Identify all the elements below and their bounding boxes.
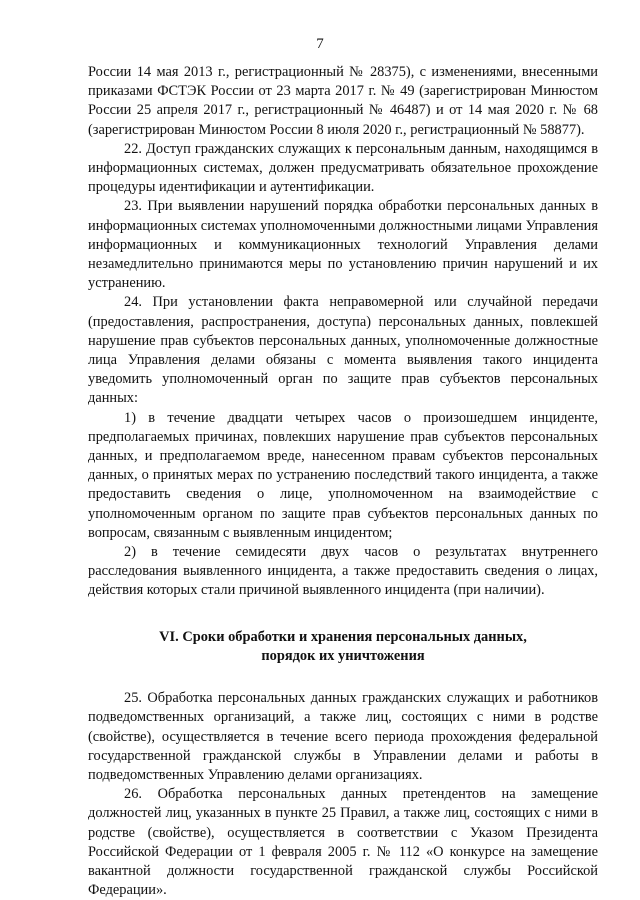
paragraph-26: 26. Обработка персональных данных претендентов на замещение должностей лиц, указанных в пункте 25 Правил, а также лиц, состоящих с ними в родстве (свойстве), осуществляется в соответствии с Указом Президента Российской Федерации от 1 февраля 2005 г. № 112 «О конкурсе на замещение вакантной должности государственной гражданской службы Российской Федерации».	[88, 786, 598, 899]
document-body	[88, 63, 598, 900]
paragraph-25: 25. Обработка персональных данных гражданских служащих и работников подведомственных организаций, а также лиц, состоящих с ними в родстве (свойстве), осуществляется в течение всего периода прохождения федеральной государственной гражданской службы в Управлении делами и работы в подведомственных Управлению делами организациях.	[88, 690, 598, 783]
section-heading-line-2: порядок их уничтожения	[261, 647, 425, 664]
page-number: 7	[316, 36, 324, 52]
section-heading-line-1: VI. Сроки обработки и хранения персональных данных,	[159, 628, 527, 645]
paragraph-24: 24. При установлении факта неправомерной или случайной передачи (предоставления, распространения, доступа) персональных данных, повлекшей нарушение прав субъектов персональных данных, уполномоченные должностные лица Управления делами обязаны с момента выявления такого инцидента уведомить уполномоченный орган по защите прав субъектов персональных данных:	[88, 294, 598, 407]
paragraph-23: 23. При выявлении нарушений порядка обработки персональных данных в информационных системах уполномоченными должностными лицами Управления информационных и коммуникационных технологий Управления делами незамедлительно принимаются меры по установлению причин нарушений и их устранению.	[88, 198, 598, 292]
section-heading	[88, 628, 598, 666]
paragraph-24-item-1: 1) в течение двадцати четырех часов о произошедшем инциденте, предполагаемых причинах, повлекших нарушение прав субъектов персональных данных, и предполагаемом вреде, нанесенном правам субъектов персональных данных, о принятых мерах по устранению последствий такого инцидента, а также предоставить сведения о лице, уполномоченном на взаимодействие с уполномоченным органом по защите прав субъектов персональных данных по вопросам, связанным с выявленным инцидентом;	[88, 409, 598, 541]
paragraph-22: 22. Доступ гражданских служащих к персональным данным, находящимся в информационных системах, должен предусматривать обязательное прохождение процедуры идентификации и аутентификации.	[88, 140, 598, 196]
paragraph-continuation: России 14 мая 2013 г., регистрационный № 28375), с изменениями, внесенными приказами ФСТЭК России от 23 марта 2017 г. № 49 (зарегистрирован Минюстом России 25 апреля 2017 г., регистрационный № 46487) и от 14 мая 2020 г. № 68 (зарегистрирован Минюстом России 8 июля 2020 г., регистрационный № 58877).	[88, 64, 598, 138]
paragraph-24-item-2: 2) в течение семидесяти двух часов о результатах внутреннего расследования выявленного инцидента, а также предоставить сведения о лицах, действия которых стали причиной выявленного инцидента (при наличии).	[88, 544, 598, 599]
